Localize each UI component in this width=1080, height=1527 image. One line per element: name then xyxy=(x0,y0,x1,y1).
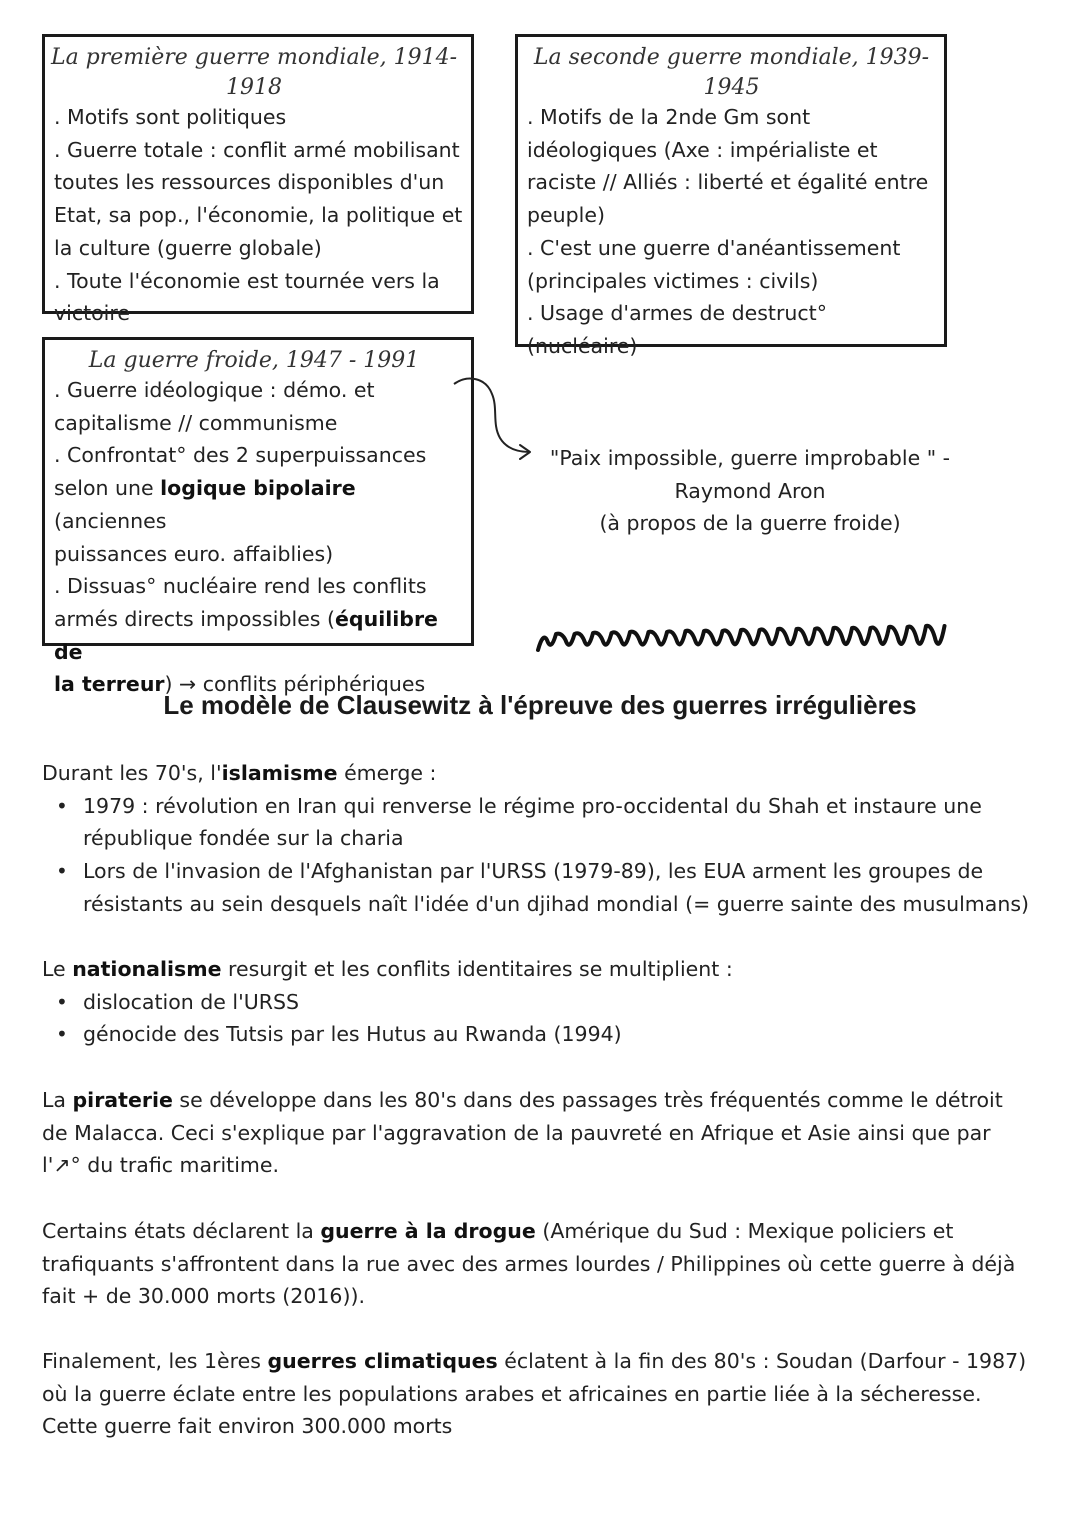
text-run: Durant les 70's, l' xyxy=(42,761,222,785)
text-run: émerge : xyxy=(337,761,437,785)
list-item: • dislocation de l'URSS xyxy=(42,986,1032,1019)
ww1-line: . Guerre totale : conflit armé mobilisant xyxy=(54,137,460,162)
drug-war-section xyxy=(42,1215,1032,1313)
text-run: se développe dans les 80's dans des passages très fréquentés comme le détroit de Malacca. Ceci s'explique par l'aggravation de la pauvreté en Afrique et Asie ainsi que par l'↗° du trafic maritime. xyxy=(42,1088,1003,1178)
climate-war-paragraph xyxy=(42,1345,1032,1443)
section-heading: Le modèle de Clausewitz à l'épreuve des guerres irrégulières xyxy=(163,690,917,720)
ww2-line: raciste // Alliés : liberté et égalité entre xyxy=(527,170,929,195)
text-run: éclatent à la fin des 80's : Soudan (Darfour - 1987) où la guerre éclate entre les populations arabes et africaines en partie liée à la sécheresse. Cette guerre fait environ 300.000 morts xyxy=(42,1349,1027,1439)
text-run: ) → conflits périphériques xyxy=(164,672,426,697)
quote-author: Raymond Aron xyxy=(674,478,826,503)
quote-block xyxy=(520,442,980,540)
drug-war-paragraph xyxy=(42,1215,1032,1313)
ww2-line: . C'est une guerre d'anéantissement xyxy=(527,235,901,260)
ww1-line: toutes les ressources disponibles d'un xyxy=(54,170,445,195)
nationalism-intro xyxy=(42,953,1032,986)
cold-war-line: . Confrontat° des 2 superpuissances xyxy=(54,443,427,468)
piracy-paragraph xyxy=(42,1084,1032,1182)
ww2-line: . Usage d'armes de destruct° xyxy=(527,301,827,326)
cold-war-line: puissances euro. affaiblies) xyxy=(54,541,334,566)
list-item: • génocide des Tutsis par les Hutus au Rwanda (1994) xyxy=(42,1018,1032,1051)
ww1-box xyxy=(42,34,474,326)
text-run: (anciennes xyxy=(54,508,167,533)
cold-war-line xyxy=(54,472,463,537)
ww2-line: idéologiques (Axe : impérialiste et xyxy=(527,137,878,162)
cold-war-title: La guerre froide, 1947 - 1991 xyxy=(88,348,420,373)
ww1-line: la culture (guerre globale) xyxy=(54,235,322,260)
quote-text: "Paix impossible, guerre improbable " - xyxy=(549,446,951,470)
list-item: • 1979 : révolution en Iran qui renverse le régime pro-occidental du Shah et instaure une république fondée sur la charia xyxy=(42,790,1032,855)
bold-term: guerre à la drogue xyxy=(320,1219,536,1243)
bold-term: islamisme xyxy=(221,761,338,785)
text-run: resurgit et les conflits identitaires se multiplient : xyxy=(221,957,733,981)
text-run: (Amérique du Sud : Mexique policiers et trafiquants s'affrontent dans la rue avec des armes lourdes / Philippines où cette guerre à déjà fait + de 30.000 morts (2016)). xyxy=(42,1219,1016,1309)
bold-term: nationalisme xyxy=(72,957,222,981)
text-run: Finalement, les 1ères xyxy=(42,1349,268,1373)
text-run: Certains états déclarent la xyxy=(42,1219,321,1243)
ww1-title: La première guerre mondiale, 1914-1918 xyxy=(50,45,458,100)
ww2-line: (principales victimes : civils) xyxy=(527,268,819,293)
climate-war-section xyxy=(42,1345,1032,1443)
cold-war-line xyxy=(54,603,463,668)
bold-term: piraterie xyxy=(72,1088,173,1112)
cold-war-line: . Guerre idéologique : démo. et xyxy=(54,378,375,402)
nationalism-list xyxy=(42,986,1032,1051)
ww1-line: . Motifs sont politiques xyxy=(54,105,287,129)
ww2-line: (nucléaire) xyxy=(527,333,638,358)
text-run: selon une xyxy=(54,476,161,501)
islamism-section xyxy=(42,757,1032,921)
ww2-line: . Motifs de la 2nde Gm sont xyxy=(527,105,811,129)
bold-term: équilibre de xyxy=(54,606,438,664)
quote-context: (à propos de la guerre froide) xyxy=(599,511,901,536)
bold-term: logique bipolaire xyxy=(160,476,356,501)
ww2-line: peuple) xyxy=(527,203,605,228)
islamism-list xyxy=(42,790,1032,921)
bold-term: guerres climatiques xyxy=(267,1349,498,1373)
text-run: armés directs impossibles ( xyxy=(54,606,336,631)
cold-war-line: . Dissuas° nucléaire rend les conflits xyxy=(54,574,427,599)
list-item: • Lors de l'invasion de l'Afghanistan par l'URSS (1979-89), les EUA arment les groupes de résistants au sein desquels naît l'idée d'un djihad mondial (= guerre sainte des musulmans) xyxy=(42,855,1032,920)
cold-war-line: capitalisme // communisme xyxy=(54,410,338,435)
nationalism-section xyxy=(42,953,1032,1051)
ww2-title: La seconde guerre mondiale, 1939-1945 xyxy=(533,45,930,100)
squiggle-divider xyxy=(535,618,960,658)
ww1-line: . Toute l'économie est tournée vers la xyxy=(54,268,440,293)
piracy-section xyxy=(42,1084,1032,1182)
cold-war-box xyxy=(42,337,474,697)
bold-term: la terreur xyxy=(54,672,165,697)
text-run: La xyxy=(42,1088,73,1112)
ww1-line: Etat, sa pop., l'économie, la politique et xyxy=(54,203,463,228)
ww1-line: victoire xyxy=(54,301,130,326)
ww2-box xyxy=(515,34,947,358)
islamism-intro xyxy=(42,757,1032,790)
text-run: Le xyxy=(42,957,73,981)
